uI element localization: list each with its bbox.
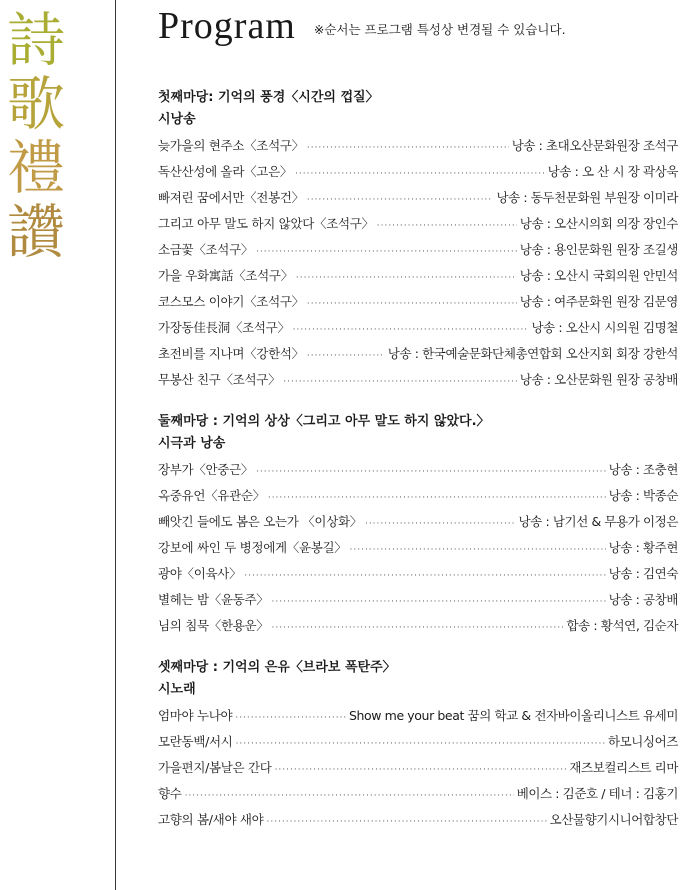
program-row — [158, 755, 678, 781]
leader-dots — [244, 563, 605, 589]
leader-dots — [235, 705, 346, 731]
leader-dots — [296, 265, 517, 291]
program-section — [158, 657, 678, 833]
program-row — [158, 367, 678, 393]
side-title-char: 歌 — [6, 70, 65, 138]
program-header — [158, 4, 566, 48]
program-row — [158, 263, 678, 289]
leader-dots — [272, 615, 564, 641]
performer: 낭송 : 공창배 — [608, 592, 678, 607]
work-title: 강보에 싸인 두 병정에게〈윤봉길〉 — [158, 540, 347, 555]
work-title: 가을편지/봄날은 간다 — [158, 760, 272, 775]
performer: 낭송 : 한국예술문화단체총연합회 오산지회 회장 강한석 — [387, 346, 678, 361]
side-title — [4, 8, 68, 264]
work-title: 옥중유언〈유관순〉 — [158, 488, 265, 503]
work-title: 그리고 아무 말도 하지 않았다〈조석구〉 — [158, 216, 374, 231]
section-subtitle: 시낭송 — [158, 112, 196, 127]
performer: 오산물향기시니어합창단 — [549, 812, 678, 827]
program-row — [158, 561, 678, 587]
side-title-char: 詩 — [6, 6, 65, 74]
program-row — [158, 133, 678, 159]
page-title: Program — [158, 5, 296, 47]
leader-dots — [307, 343, 385, 369]
performer: 낭송 : 동두천문화원 부원장 이미라 — [496, 190, 678, 205]
section-title: 셋째마당 : 기억의 은유〈브라보 폭탄주〉 — [158, 660, 396, 675]
leader-dots — [283, 369, 517, 395]
performer: 낭송 : 오산문화원 원장 공창배 — [519, 372, 678, 387]
performer: Show me your beat 꿈의 학교 & 전자바이올리니스트 유세미 — [348, 708, 678, 723]
program-row — [158, 613, 678, 639]
performer: 낭송 : 남기선 & 무용가 이정은 — [518, 514, 678, 529]
performer: 하모니싱어즈 — [607, 734, 678, 749]
program-row — [158, 159, 678, 185]
leader-dots — [268, 485, 606, 511]
program-row — [158, 289, 678, 315]
leader-dots — [272, 589, 606, 615]
program-row — [158, 341, 678, 367]
section-subtitle: 시노래 — [158, 682, 196, 697]
leader-dots — [275, 757, 567, 783]
program-content — [158, 86, 678, 851]
work-title: 고향의 봄/새야 새야 — [158, 812, 264, 827]
program-row — [158, 457, 678, 483]
program-section — [158, 411, 678, 639]
performer: 낭송 : 오 산 시 장 곽상욱 — [547, 164, 678, 179]
program-row — [158, 703, 678, 729]
work-title: 소금꽃〈조석구〉 — [158, 242, 254, 257]
leader-dots — [307, 291, 517, 317]
work-title: 님의 침묵〈한용운〉 — [158, 618, 269, 633]
leader-dots — [295, 161, 545, 187]
program-row — [158, 185, 678, 211]
leader-dots — [185, 783, 514, 809]
side-title-char: 讚 — [6, 198, 65, 266]
program-row — [158, 535, 678, 561]
performer: 낭송 : 박종순 — [608, 488, 678, 503]
performer: 낭송 : 조충현 — [608, 462, 678, 477]
section-title: 첫째마당: 기억의 풍경〈시간의 껍질〉 — [158, 90, 379, 105]
leader-dots — [293, 317, 529, 343]
work-title: 광야〈이육사〉 — [158, 566, 242, 581]
work-title: 빼앗긴 들에도 봄은 오는가 〈이상화〉 — [158, 514, 362, 529]
program-row — [158, 587, 678, 613]
performer: 낭송 : 김연숙 — [608, 566, 678, 581]
leader-dots — [365, 511, 516, 537]
program-row — [158, 781, 678, 807]
schedule-note: ※순서는 프로그램 특성상 변경될 수 있습니다. — [313, 22, 566, 37]
performer: 낭송 : 오산시 국회의원 안민석 — [519, 268, 678, 283]
performer: 낭송 : 여주문화원 원장 김문영 — [519, 294, 678, 309]
program-section — [158, 87, 678, 393]
work-title: 장부가〈안중근〉 — [158, 462, 254, 477]
work-title: 별헤는 밤〈윤동주〉 — [158, 592, 269, 607]
program-row — [158, 315, 678, 341]
performer: 낭송 : 황주현 — [608, 540, 678, 555]
program-row — [158, 237, 678, 263]
work-title: 가을 우화寓話〈조석구〉 — [158, 268, 293, 283]
leader-dots — [307, 187, 494, 213]
program-row — [158, 509, 678, 535]
leader-dots — [377, 213, 517, 239]
work-title: 초전비를 지나며〈강한석〉 — [158, 346, 304, 361]
leader-dots — [266, 809, 546, 835]
work-title: 빠져린 꿈에서만〈전봉건〉 — [158, 190, 304, 205]
work-title: 향수 — [158, 786, 182, 801]
leader-dots — [256, 459, 606, 485]
program-row — [158, 729, 678, 755]
side-title-char: 禮 — [6, 134, 65, 202]
work-title: 독산산성에 올라〈고은〉 — [158, 164, 293, 179]
work-title: 가장동佳長洞〈조석구〉 — [158, 320, 290, 335]
work-title: 모란동백/서시 — [158, 734, 233, 749]
performer: 낭송 : 초대오산문화원장 조석구 — [511, 138, 678, 153]
leader-dots — [307, 135, 509, 161]
leader-dots — [236, 731, 605, 757]
leader-dots — [350, 537, 606, 563]
leader-dots — [256, 239, 517, 265]
performer: 낭송 : 오산시 시의원 김명철 — [531, 320, 678, 335]
performer: 베이스 : 김준호 / 테너 : 김홍기 — [516, 786, 678, 801]
work-title: 늦가을의 현주소〈조석구〉 — [158, 138, 304, 153]
section-subtitle: 시극과 낭송 — [158, 436, 226, 451]
program-row — [158, 211, 678, 237]
work-title: 엄마야 누나야 — [158, 708, 233, 723]
performer: 재즈보컬리스트 리마 — [569, 760, 678, 775]
work-title: 무봉산 친구〈조석구〉 — [158, 372, 281, 387]
divider-line — [115, 0, 116, 890]
work-title: 코스모스 이야기〈조석구〉 — [158, 294, 304, 309]
program-row — [158, 483, 678, 509]
performer: 합송 : 황석연, 김순자 — [566, 618, 678, 633]
performer: 낭송 : 오산시의회 의장 장인수 — [519, 216, 678, 231]
section-title: 둘째마당 : 기억의 상상〈그리고 아무 말도 하지 않았다.〉 — [158, 414, 490, 429]
program-row — [158, 807, 678, 833]
performer: 낭송 : 용인문화원 원장 조길생 — [519, 242, 678, 257]
